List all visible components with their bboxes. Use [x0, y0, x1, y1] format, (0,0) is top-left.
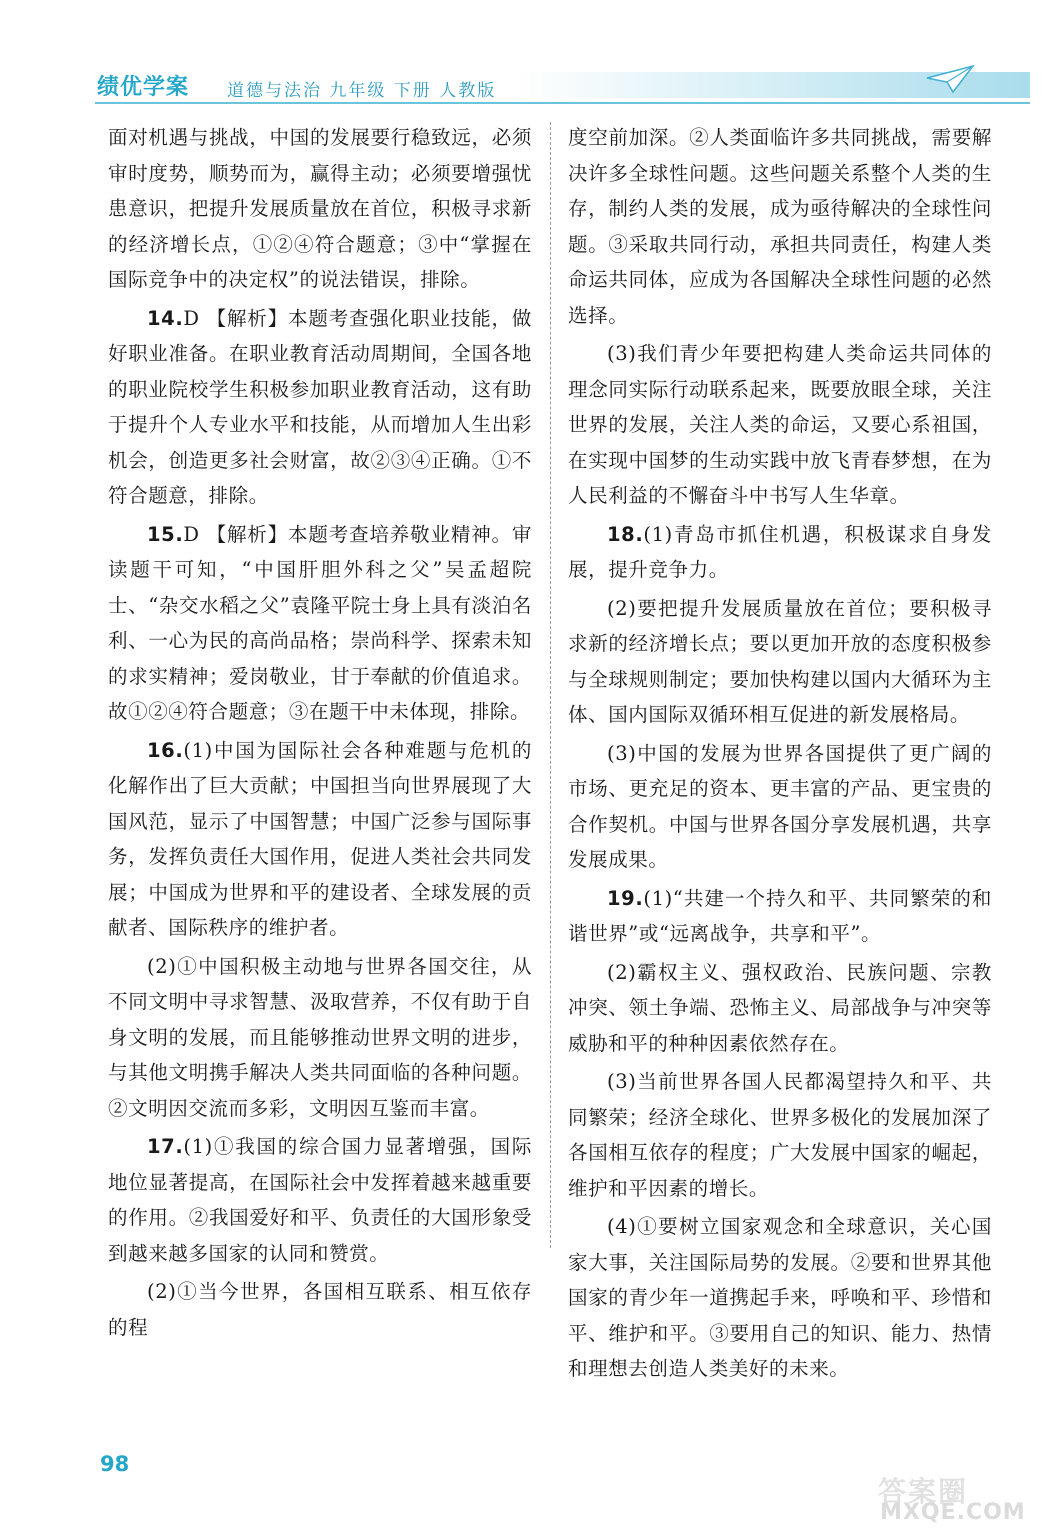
answer-text: (1)青岛市抓住机遇，积极谋求自身发展，提升竞争力。 — [568, 522, 992, 581]
answer-text: D 【解析】本题考查培养敬业精神。审读题干可知，“中国肝胆外科之父”吴孟超院士、“杂交水稻之父”袁隆平院士身上具有淡泊名利、一心为民的高尚品格；崇尚科学、探索未知的求实精神；爱岗敬业，甘于奉献的价值追求。故①②④符合题意；③在题干中未体现，排除。 — [108, 522, 532, 723]
answer-paragraph — [568, 1064, 992, 1206]
answer-paragraph — [568, 955, 992, 1062]
question-number: 16. — [147, 738, 184, 762]
answer-paragraph — [568, 517, 992, 588]
paper-plane-icon — [925, 62, 975, 96]
question-number: 19. — [607, 886, 644, 910]
answer-paragraph — [108, 1129, 532, 1271]
answer-paragraph — [568, 591, 992, 733]
question-number: 15. — [147, 522, 184, 546]
watermark — [872, 1470, 1032, 1530]
answer-text: (2)①中国积极主动地与世界各国交往，从不同文明中寻求智慧、汲取营养，不仅有助于自身文明的发展，而且能够推动世界文明的进步，与其他文明携手解决人类共同面临的各种问题。②文明因交流而多彩，文明因互鉴而丰富。 — [108, 954, 532, 1120]
watermark-url: MXQE.COM — [880, 1500, 1026, 1525]
answer-text: (1)①我国的综合国力显著增强，国际地位显著提高，在国际社会中发挥着越来越重要的作用。②我国爱好和平、负责任的大国形象受到越来越多国家的认同和赞赏。 — [108, 1135, 532, 1265]
answer-paragraph — [568, 881, 992, 952]
answer-text: (1)中国为国际社会各种难题与危机的化解作出了巨大贡献；中国担当向世界展现了大国风范，显示了中国智慧；中国广泛参与国际事务，发挥负责任大国作用，促进人类社会共同发展；中国成为世界和平的建设者、全球发展的贡献者、国际秩序的维护者。 — [108, 738, 532, 939]
answer-text: (3)当前世界各国人民都渴望持久和平、共同繁荣；经济全球化、世界多极化的发展加深了各国相互依存的程度；广大发展中国家的崛起，维护和平因素的增长。 — [568, 1070, 992, 1200]
question-number: 14. — [147, 306, 184, 330]
answer-paragraph — [108, 301, 532, 514]
answer-text: 度空前加深。②人类面临许多共同挑战，需要解决许多全球性问题。这些问题关系整个人类的生存，制约人类的发展，成为亟待解决的全球性问题。③采取共同行动，承担共同责任，构建人类命运共同体，应成为各国解决全球性问题的必然选择。 — [568, 126, 992, 327]
column-divider — [550, 122, 551, 1248]
watermark-stamp: 答案圈 — [878, 1475, 969, 1508]
right-column — [568, 120, 992, 1390]
answer-text: (2)霸权主义、强权政治、民族问题、宗教冲突、领土争端、恐怖主义、局部战争与冲突等威胁和平的种种因素依然存在。 — [568, 960, 992, 1055]
question-number: 18. — [607, 522, 644, 546]
brand-logo: 绩优学案 — [97, 75, 190, 100]
answer-paragraph — [108, 733, 532, 946]
answer-paragraph — [108, 517, 532, 730]
answer-paragraph — [568, 736, 992, 878]
answer-paragraph — [568, 336, 992, 514]
answer-paragraph — [108, 949, 532, 1127]
page-header — [95, 62, 1030, 108]
answer-text: (2)①当今世界，各国相互联系、相互依存的程 — [108, 1280, 532, 1339]
answer-paragraph — [108, 1274, 532, 1345]
answer-text: D 【解析】本题考查强化职业技能，做好职业准备。在职业教育活动周期间，全国各地的职业院校学生积极参加职业教育活动，这有助于提升个人专业水平和技能，从而增加人生出彩机会，创造更多社会财富，故②③④正确。①不符合题意，排除。 — [108, 306, 532, 507]
answer-paragraph — [568, 120, 992, 333]
answer-paragraph — [108, 120, 532, 298]
left-column — [108, 120, 532, 1348]
header-rule — [95, 102, 1030, 104]
answer-text: (1)“共建一个持久和平、共同繁荣的和谐世界”或“远离战争，共享和平”。 — [568, 886, 992, 945]
answer-text: (2)要把提升发展质量放在首位；要积极寻求新的经济增长点；要以更加开放的态度积极参与全球规则制定；要加快构建以国内大循环为主体、国内国际双循环相互促进的新发展格局。 — [568, 596, 992, 726]
answer-text: 面对机遇与挑战，中国的发展要行稳致远，必须审时度势，顺势而为，赢得主动；必须要增强忧患意识，把提升发展质量放在首位，积极寻求新的经济增长点，①②④符合题意；③中“掌握在国际竞争中的决定权”的说法错误，排除。 — [108, 126, 532, 291]
answer-paragraph — [568, 1209, 992, 1387]
answer-text: (4)①要树立国家观念和全球意识，关心国家大事，关注国际局势的发展。②要和世界其他国家的青少年一道携起手来，呼唤和平、珍惜和平、维护和平。③要用自己的知识、能力、热情和理想去创造人类美好的未来。 — [568, 1215, 992, 1380]
answer-text: (3)中国的发展为世界各国提供了更广阔的市场、更充足的资本、更丰富的产品、更宝贵的合作契机。中国与世界各国分享发展机遇，共享发展成果。 — [568, 741, 992, 871]
answer-text: (3)我们青少年要把构建人类命运共同体的理念同实际行动联系起来，既要放眼全球，关注世界的发展，关注人类的命运，又要心系祖国，在实现中国梦的生动实践中放飞青春梦想，在为人民利益的不懈奋斗中书写人生华章。 — [568, 342, 992, 507]
page-number: 98 — [100, 1452, 130, 1476]
subject-title: 道德与法治 九年级 下册 人教版 — [227, 81, 497, 101]
question-number: 17. — [147, 1135, 184, 1158]
